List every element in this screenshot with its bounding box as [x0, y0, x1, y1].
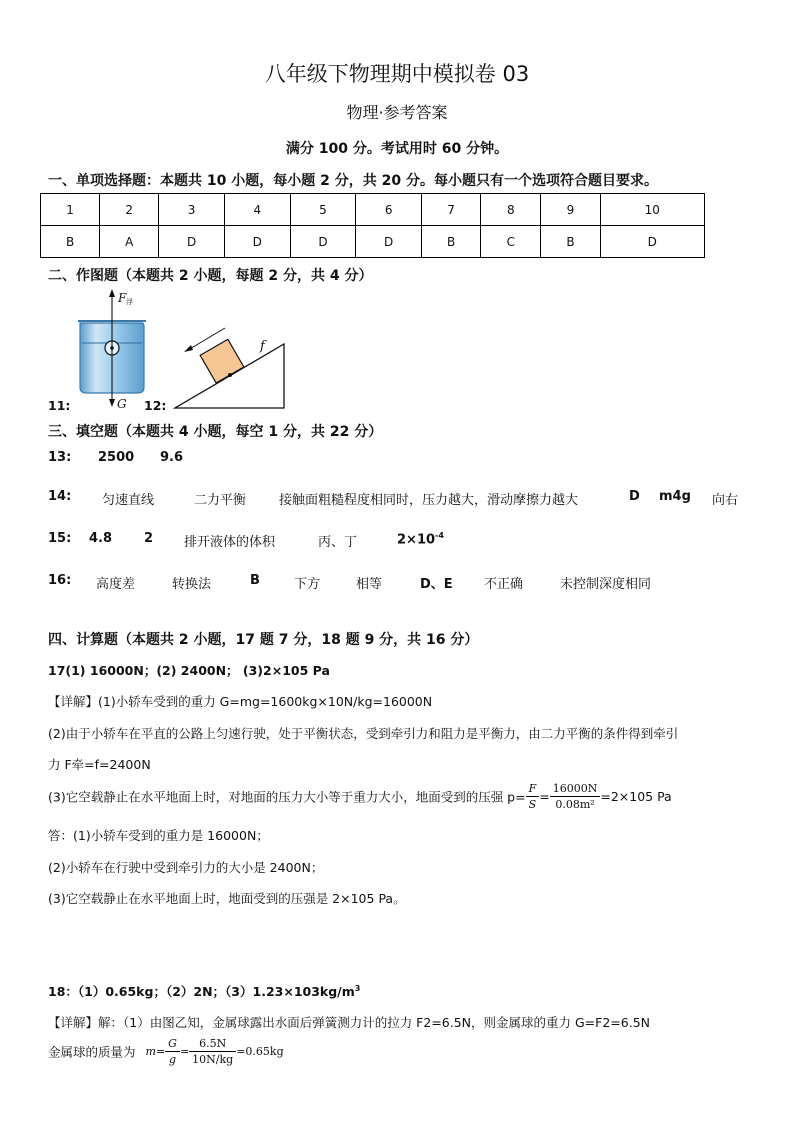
q15-answer-4: 丙、丁 — [318, 535, 358, 550]
fraction-f-over-s — [526, 782, 540, 811]
q18-mass-symbol: m — [145, 1045, 156, 1058]
q15-answer-5-exp: -4 — [435, 531, 444, 540]
q18-summary-sup: 3 — [354, 983, 361, 993]
f-float-label: F — [118, 291, 127, 305]
table-cell-answer: B — [41, 226, 100, 258]
table-cell-number: 3 — [159, 194, 225, 226]
q16-answer-7: 不正确 — [484, 577, 524, 592]
answer-table — [40, 193, 705, 258]
q15-answer-2: 2 — [144, 531, 154, 546]
q17-detail-2b: 力 F牵=f=2400N — [48, 757, 151, 772]
q16-answer-3: B — [250, 573, 260, 588]
table-cell-answer: D — [290, 226, 356, 258]
table-cell-number: 6 — [356, 194, 422, 226]
q18-mass-line: 金属球的质量为 m= $\frac{G}{g}$ = $\frac{6.5N}{10N/kg}$ =0.65kg — [48, 1037, 284, 1066]
table-cell-answer: D — [600, 226, 704, 258]
fraction-values — [550, 782, 601, 811]
table-cell-number: 7 — [422, 194, 481, 226]
f-float-subscript: 浮 — [126, 298, 133, 306]
q17-answer-2: (2)小轿车在行驶中受到牵引力的大小是 2400N； — [48, 860, 324, 875]
block-contact-dot — [228, 373, 232, 377]
fraction-mass-values — [189, 1037, 236, 1066]
q18-detail-1: 【详解】解：（1）由图乙知，金属球露出水面后弹簧测力计的拉力 F2=6.5N，则金属球的重力 G=F2=6.5N — [48, 1015, 651, 1030]
q14-answer-6: 向右 — [712, 493, 739, 508]
q18-summary-text: 18：（1）0.65kg；（2）2N；（3）1.23×103kg/m — [48, 984, 355, 999]
table-cell-number: 1 — [41, 194, 100, 226]
q15-answer-3: 排开液体的体积 — [184, 535, 276, 550]
q17-summary: 17(1) 16000N；(2) 2400N； (3)2×105 Pa — [48, 663, 330, 678]
fraction-denominator: 0.08m² — [555, 798, 595, 811]
table-cell-answer: B — [422, 226, 481, 258]
fraction-numerator: 6.5N — [189, 1037, 236, 1052]
fraction-denominator: g — [169, 1053, 177, 1066]
q18-mass-text: 金属球的质量为 — [48, 1044, 136, 1060]
q18-mass-result: =0.65kg — [236, 1045, 284, 1058]
q13-answer-2: 9.6 — [160, 450, 184, 465]
q14-answer-3: 接触面粗糙程度相同时，压力越大，滑动摩擦力越大 — [279, 493, 579, 508]
q17-detail-3: (3)它空载静止在水平地面上时，对地面的压力大小等于重力大小，地面受到的压强 p= $\frac{F}{S}$ = $\frac{16000N}{\text{0.08m²}}$ =2×105 Pa — [48, 782, 672, 811]
table-cell-number: 9 — [541, 194, 600, 226]
q18-summary — [48, 982, 360, 1000]
q17-detail-2a: (2)由于小轿车在平直的公路上匀速行驶，处于平衡状态，受到牵引力和阻力是平衡力，由二力平衡的条件得到牵引 — [48, 726, 679, 741]
q17-detail-1: 【详解】(1)小轿车受到的重力 G=mg=1600kg×10N/kg=16000N — [48, 694, 433, 709]
fraction-g-over-g — [165, 1037, 180, 1066]
table-cell-answer: C — [481, 226, 541, 258]
q16-answer-8: 未控制深度相同 — [560, 577, 652, 592]
q16-label: 16: — [48, 573, 72, 588]
block — [200, 339, 244, 383]
fraction-numerator: G — [165, 1037, 180, 1052]
q14-label: 14: — [48, 489, 72, 504]
gravity-label: G — [117, 397, 127, 411]
section1-heading: 一、单项选择题：本题共 10 小题，每小题 2 分，共 20 分。每小题只有一个选项符合题目要求。 — [48, 173, 658, 189]
answer-table-answer-row — [41, 226, 705, 258]
q15-answer-5 — [397, 531, 444, 547]
table-cell-number: 10 — [600, 194, 704, 226]
q16-answer-6: D、E — [420, 577, 453, 592]
q16-answer-4: 下方 — [294, 577, 321, 592]
q17-answer-3: (3)它空载静止在水平地面上时，地面受到的压强是 2×105 Pa。 — [48, 891, 406, 906]
q16-answer-1: 高度差 — [96, 577, 136, 592]
table-cell-number: 5 — [290, 194, 356, 226]
table-cell-answer: D — [224, 226, 290, 258]
table-cell-answer: D — [159, 226, 225, 258]
table-cell-number: 2 — [100, 194, 159, 226]
q13-answer-1: 2500 — [98, 450, 135, 465]
section3-heading: 三、填空题（本题共 4 小题，每空 1 分，共 22 分） — [48, 424, 383, 440]
fraction-numerator: F — [526, 782, 540, 797]
q14-answer-4: D — [629, 489, 640, 504]
answer-table-number-row — [41, 194, 705, 226]
table-cell-answer: A — [100, 226, 159, 258]
q14-answer-5: m4g — [659, 489, 691, 504]
q16-answer-5: 相等 — [356, 577, 383, 592]
page-subtitle: 物理·参考答案 — [346, 103, 448, 122]
page-title: 八年级下物理期中模拟卷 03 — [264, 62, 530, 86]
drawing-q12-incline — [170, 320, 295, 415]
q14-answer-2: 二力平衡 — [194, 493, 247, 508]
q17-answer-1: 答：(1)小轿车受到的重力是 16000N； — [48, 828, 269, 843]
fraction-denominator: 10N/kg — [192, 1053, 234, 1066]
q15-answer-1: 4.8 — [89, 531, 113, 546]
q11-label: 11: — [48, 398, 71, 413]
table-cell-answer: B — [541, 226, 600, 258]
section2-heading: 二、作图题（本题共 2 小题，每题 2 分，共 4 分） — [48, 268, 373, 284]
table-cell-number: 4 — [224, 194, 290, 226]
drawing-q11-beaker — [70, 285, 155, 415]
score-line: 满分 100 分。考试用时 60 分钟。 — [285, 141, 509, 157]
q13-label: 13: — [48, 450, 72, 465]
table-cell-answer: D — [356, 226, 422, 258]
q14-answer-1: 匀速直线 — [102, 493, 155, 508]
q16-answer-2: 转换法 — [172, 577, 212, 592]
q17-detail-3-text: (3)它空载静止在水平地面上时，对地面的压力大小等于重力大小，地面受到的压强 p= — [48, 789, 526, 805]
fraction-numerator: 16000N — [550, 782, 601, 797]
table-cell-number: 8 — [481, 194, 541, 226]
section4-heading: 四、计算题（本题共 2 小题，17 题 7 分，18 题 9 分，共 16 分） — [48, 632, 479, 648]
fraction-denominator: S — [528, 798, 537, 811]
q17-detail-3-result: =2×105 Pa — [600, 789, 672, 804]
q12-label: 12: — [144, 398, 167, 413]
friction-label: f — [260, 339, 265, 354]
q15-answer-5-base: 2×10 — [397, 532, 436, 548]
q15-label: 15: — [48, 531, 72, 546]
